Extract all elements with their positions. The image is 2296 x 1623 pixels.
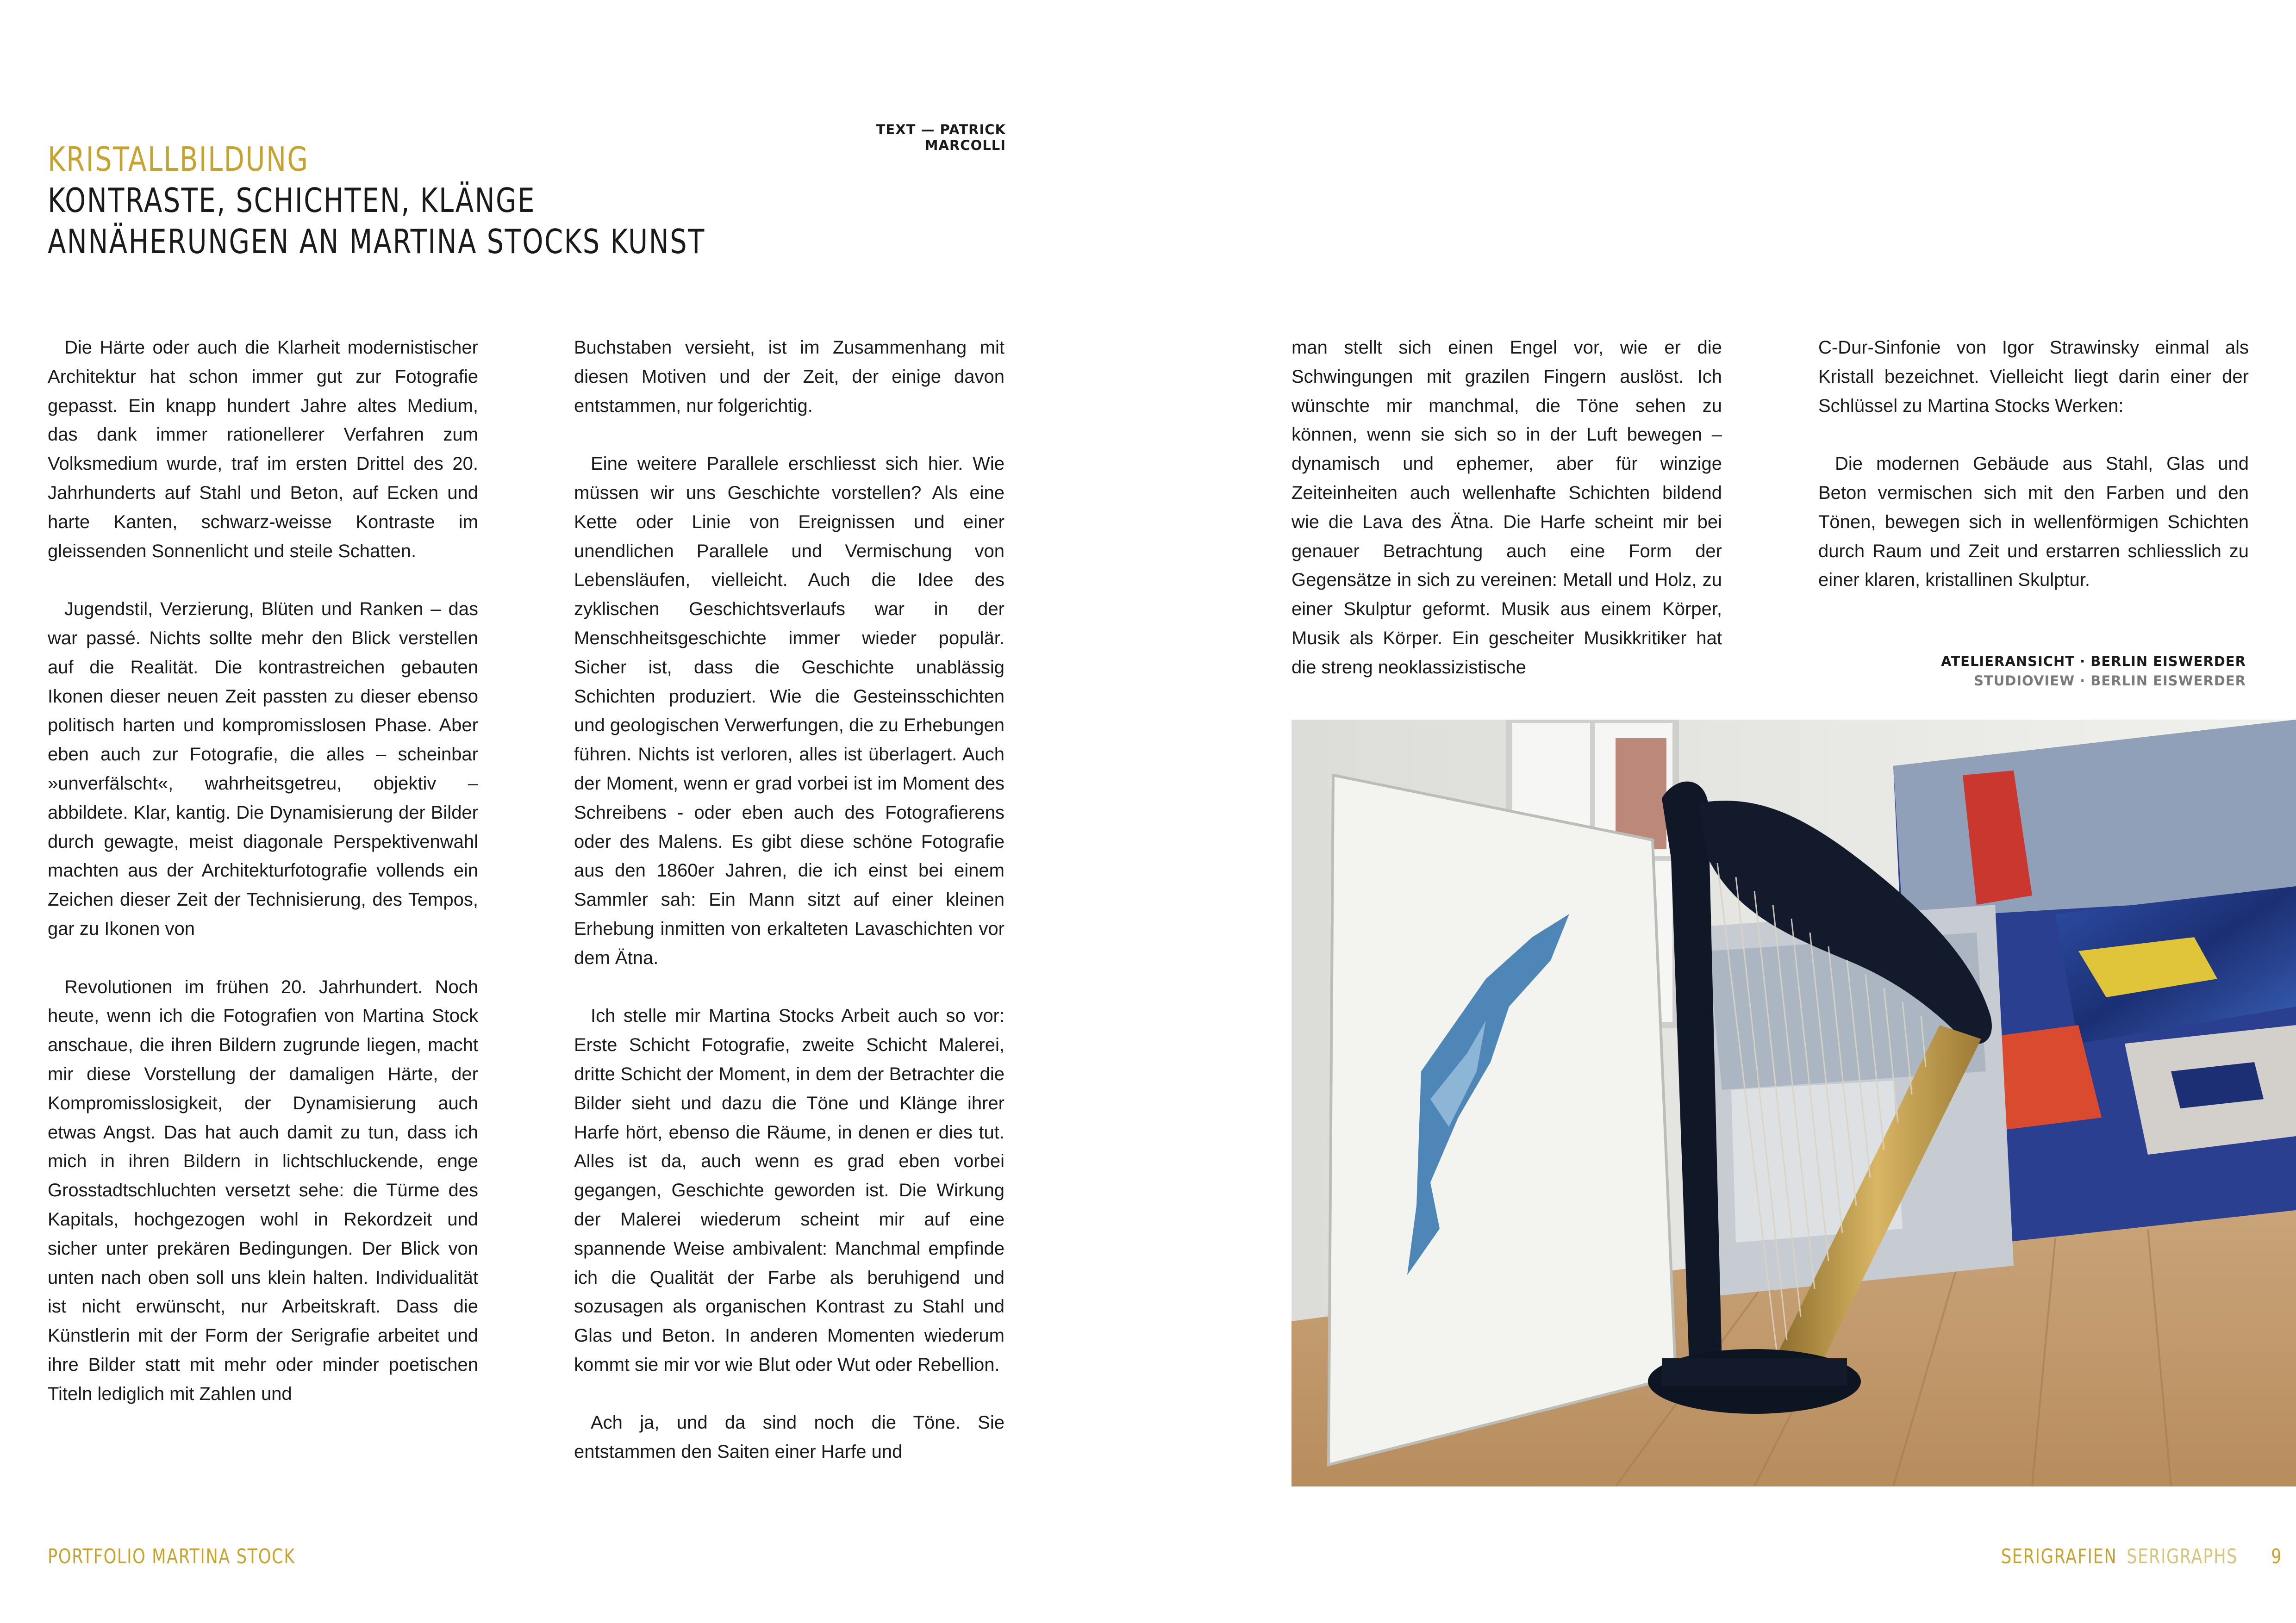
page-number: 9 [2271, 1545, 2282, 1568]
footer-section-english: SERIGRAPHS [2127, 1545, 2238, 1568]
studio-scene-illustration [1292, 720, 2296, 1486]
paragraph: man stellt sich einen Engel vor, wie er die Schwingungen mit grazilen Fingern auslöst. Ich wünschte mir manchmal, die Töne sehen zu können, wenn sie sich so in der Luft bewegen – dynamisch und ephemer, aber für winzige Zeiteinheiten auch wellenhafte Schichten bildend wie die Lava des Ätna. Die Harfe scheint mir bei genauer Betrachtung auch eine Form der Gegensätze in sich zu vereinen: Metall und Holz, zu einer Skulptur geformt. Musik aus einem Körper, Musik als Körper. Ein gescheiter Musikkritiker hat die streng neoklassizistische [1292, 337, 1722, 678]
title-kicker: KRISTALLBILDUNG [48, 140, 309, 179]
paragraph: Ich stelle mir Martina Stocks Arbeit auch so vor: Erste Schicht Fotografie, zweite Schicht Malerei, dritte Schicht der Moment, in dem der Betrachter die Bilder sieht und dazu die Töne und Klänge ihrer Harfe hört, ebenso die Räume, in denen er dies tut. Alles ist da, auch wenn es grad eben vorbei gegangen, Geschichte geworden ist. Die Wirkung der Malerei wiederum scheint mir auf eine spannende Weise ambivalent: Manchmal empfinde ich die Qualität der Farbe als beruhigend und sozusagen als organischen Kontrast zu Stahl und Glas und Beton. In anderen Momenten wiederum kommt sie mir vor wie Blut oder Wut oder Rebellion. [574, 1006, 1004, 1375]
article-title [48, 139, 705, 262]
title-line-2: ANNÄHERUNGEN AN MARTINA STOCKS KUNST [48, 222, 705, 261]
author-credit: TEXT — PATRICK MARCOLLI [876, 122, 1006, 153]
paragraph: Die modernen Gebäude aus Stahl, Glas und Beton vermischen sich mit den Farben und den Tönen, bewegen sich in wellenförmigen Schichten durch Raum und Zeit und erstarren schliesslich zu einer klaren, kristallinen Skulptur. [1818, 454, 2249, 591]
text-column-2 [574, 333, 1004, 1467]
paragraph: Revolutionen im frühen 20. Jahrhundert. Noch heute, wenn ich die Fotografien von Martina Stock anschaue, die ihren Bildern zugrunde liegen, macht mir diese Vorstellung der damaligen Härte, der Kompromisslosigkeit, der Dynamisierung auch etwas Angst. Das hat auch damit zu tun, dass ich mich in ihren Bildern in lichtschluckende, enge Grosstadtschluchten versetzt sehe: die Türme des Kapitals, hochgezogen wohl in Rekordzeit und sicher unter prekären Bedingungen. Der Blick von unten nach oben soll uns klein halten. Individualität ist nicht erwünscht, nur Arbeitskraft. Dass die Künstlerin mit der Form der Serigrafie arbeitet und ihre Bilder statt mit mehr oder minder poetischen Titeln lediglich mit Zahlen und [48, 976, 478, 1404]
footer-section-german: SERIGRAFIEN [2001, 1545, 2117, 1568]
title-line-1: KONTRASTE, SCHICHTEN, KLÄNGE [48, 181, 536, 220]
text-column-1 [48, 333, 478, 1408]
paragraph: Ach ja, und da sind noch die Töne. Sie entstammen den Saiten einer Harfe und [574, 1412, 1004, 1462]
paragraph: C-Dur-Sinfonie von Igor Strawinsky einmal als Kristall bezeichnet. Vielleicht liegt darin einer der Schlüssel zu Martina Stocks Werken: [1818, 337, 2249, 416]
paragraph: Buchstaben versieht, ist im Zusammenhang mit diesen Motiven und der Zeit, der einige davon entstammen, nur folgerichtig. [574, 337, 1004, 416]
text-column-4 [1818, 333, 2249, 595]
footer-section [2001, 1545, 2282, 1568]
footer-publication: PORTFOLIO MARTINA STOCK [48, 1545, 296, 1568]
photo-caption [1759, 652, 2246, 690]
paragraph: Jugendstil, Verzierung, Blüten und Ranken – das war passé. Nichts sollte mehr den Blick verstellen auf die Realität. Die kontrastreichen gebauten Ikonen dieser neuen Zeit passten zu dieser ebenso politisch harten und kompromisslosen Phase. Aber eben auch zur Fotografie, die alles – scheinbar »unverfälscht«, wahrheitsgetreu, objektiv – abbildete. Klar, kantig. Die Dynamisierung der Bilder durch gewagte, meist diagonale Perspektivenwahl machten aus der Architekturfotografie vollends ein Zeichen dieser Zeit der Technisierung, des Tempos, gar zu Ikonen von [48, 599, 478, 939]
paragraph: Eine weitere Parallele erschliesst sich hier. Wie müssen wir uns Geschichte vorstellen? Als eine Kette oder Linie von Ereignissen und einer unendlichen Parallele und Vermischung von Lebensläufen, vielleicht. Auch die Idee des zyklischen Geschichtsverlaufs war in der Menschheitsgeschichte immer wieder populär. Sicher ist, dass die Geschichte unablässig Schichten produziert. Wie die Gesteinsschichten und geologischen Verwerfungen, die zu Erhebungen führen. Nichts ist verloren, alles ist überlagert. Auch der Moment, wenn er grad vorbei ist im Moment des Schreibens - oder eben auch des Fotografierens oder des Malens. Es gibt diese schöne Fotografie aus den 1860er Jahren, die ich einst bei einem Sammler sah: Ein Mann sitzt auf einer kleinen Erhebung inmitten von erkalteten Lavaschichten vor dem Ätna. [574, 454, 1004, 968]
harp-with-paintings-photo [1292, 720, 2296, 1486]
paragraph: Die Härte oder auch die Klarheit modernistischer Architektur hat schon immer gut zur Fotografie gepasst. Ein knapp hundert Jahre altes Medium, das dank immer rationellerer Verfahren zum Volksmedium wurde, traf im ersten Drittel des 20. Jahrhunderts auf Stahl und Beton, auf Ecken und harte Kanten, schwarz-weisse Kontraste im gleissenden Sonnenlicht und steile Schatten. [48, 337, 478, 561]
text-column-3 [1292, 333, 1722, 682]
caption-english: STUDIOVIEW · BERLIN EISWERDER [1974, 673, 2246, 689]
caption-german: ATELIERANSICHT · BERLIN EISWERDER [1941, 653, 2246, 669]
